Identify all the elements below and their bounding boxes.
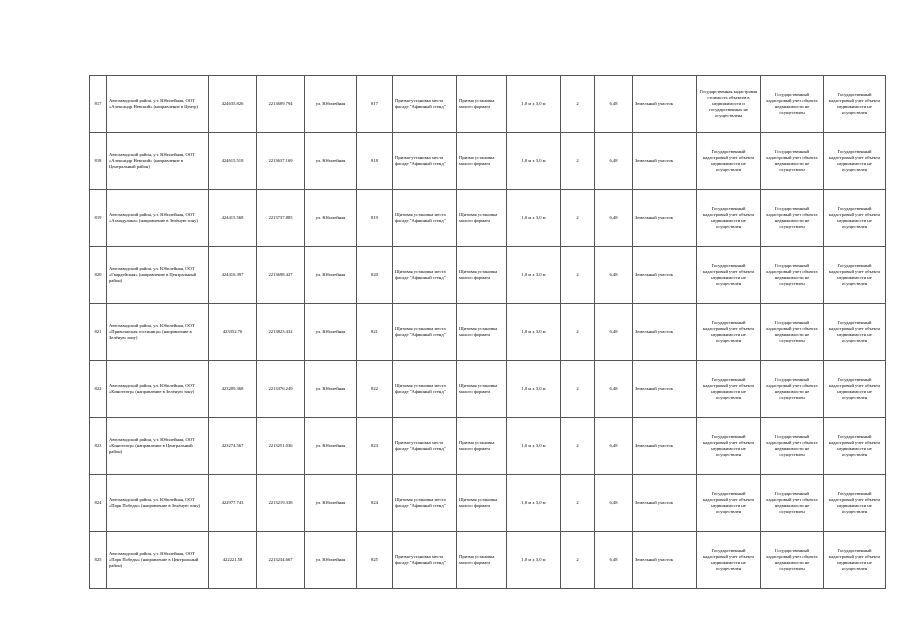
street-cell: ул. Юбилейная: [305, 247, 357, 304]
coord-y-cell: 2213737.885: [257, 190, 305, 247]
structure-type-cell: Щитовая установка места фасаде "Афишный стенд": [393, 361, 457, 418]
ownership-cell-2: Государственный кадастровый учет объекта недвижимости не осуществлен: [761, 361, 824, 418]
area-cell: 6,48: [595, 532, 633, 589]
size-cell: 1,0 м х 3,0 м: [507, 190, 561, 247]
ownership-cell-1: Государственный кадастровый учет объекта недвижимости не осуществлен: [697, 475, 761, 532]
coord-x-cell: 424416.397: [209, 247, 257, 304]
address-cell: Автозаводский район, у.т. Юбилейная, ООТ «Кинотеатр» (направление в Центральный район): [107, 418, 209, 475]
format-cell: Призма установка малого формата: [457, 133, 507, 190]
size-cell: 1,0 м х 3,0 м: [507, 475, 561, 532]
table-row: [90, 475, 886, 532]
row-number: 820: [90, 247, 107, 304]
format-cell: Призма установка малого формата: [457, 532, 507, 589]
table-row: [90, 247, 886, 304]
ownership-cell-1: Государственный кадастровый учет объекта недвижимости не осуществлен: [697, 418, 761, 475]
ownership-cell-2: Государственный кадастровый учет объекта недвижимости не осуществлен: [761, 532, 824, 589]
ownership-cell-3: Государственный кадастровый учет объекта недвижимости не осуществлен: [824, 190, 886, 247]
sides-cell: 2: [561, 532, 595, 589]
ownership-cell-2: Государственный кадастровый учет объекта недвижимости не осуществлен: [761, 133, 824, 190]
sides-cell: 2: [561, 304, 595, 361]
sides-cell: 2: [561, 475, 595, 532]
table-row: [90, 361, 886, 418]
ownership-cell-3: Государственный кадастровый учет объекта недвижимости не осуществлен: [824, 475, 886, 532]
format-cell: Щитовая установка малого формата: [457, 190, 507, 247]
number-cell: 822: [357, 361, 393, 418]
structure-type-cell: Щитовая установка места фасаде "Афишный стенд": [393, 304, 457, 361]
street-cell: ул. Юбилейная: [305, 76, 357, 133]
land-cell: Земельный участок: [633, 418, 697, 475]
row-number: 821: [90, 304, 107, 361]
coord-x-cell: 422221.58: [209, 532, 257, 589]
ownership-cell-1: Государственная кадастровая стоимость объектов в недвижимости и государственных не осуществлена: [697, 76, 761, 133]
size-cell: 1,0 м х 3,0 м: [507, 418, 561, 475]
format-cell: Щитовая установка малого формата: [457, 361, 507, 418]
ownership-cell-1: Государственный кадастровый учет объекта недвижимости не осуществлен: [697, 304, 761, 361]
street-cell: ул. Юбилейная: [305, 475, 357, 532]
address-cell: Автозаводский район, ул. Юбилейная, ООТ «Кинотеатр» (направление в Зелёную зону): [107, 361, 209, 418]
street-cell: ул. Юбилейная: [305, 532, 357, 589]
ownership-cell-2: Государственный кадастровый учет объекта недвижимости не осуществлен: [761, 418, 824, 475]
table-row: [90, 133, 886, 190]
structure-type-cell: Призма-установка места фасаде "Афишный стенд": [393, 532, 457, 589]
ownership-cell-1: Государственный кадастровый учет объекта недвижимости не осуществлен: [697, 361, 761, 418]
ownership-cell-2: Государственный кадастровый учет объекта недвижимости не осуществлен: [761, 304, 824, 361]
format-cell: Щитовая установка малого формата: [457, 304, 507, 361]
land-cell: Земельный участок: [633, 76, 697, 133]
ownership-cell-1: Государственный кадастровый учет объекта недвижимости не осуществлен: [697, 532, 761, 589]
address-cell: Автозаводский район, у.т. Юбилейная, ООТ «Ахмадулина» (направление в Зелёную зону): [107, 190, 209, 247]
coord-x-cell: 424615.518: [209, 133, 257, 190]
ownership-cell-1: Государственный кадастровый учет объекта недвижимости не осуществлен: [697, 133, 761, 190]
sides-cell: 2: [561, 247, 595, 304]
table-row: [90, 76, 886, 133]
row-number: 825: [90, 532, 107, 589]
ownership-cell-3: Государственный кадастровый учет объекта недвижимости не осуществлен: [824, 304, 886, 361]
table-row: [90, 532, 886, 589]
structure-type-cell: Призма-установка места фасаде "Афишный стенд": [393, 418, 457, 475]
structure-type-cell: Щитовая установка места фасаде "Афишный стенд": [393, 190, 457, 247]
placement-table: [89, 75, 886, 589]
area-cell: 6,48: [595, 76, 633, 133]
number-cell: 823: [357, 418, 393, 475]
street-cell: ул. Юбилейная: [305, 418, 357, 475]
number-cell: 820: [357, 247, 393, 304]
structure-type-cell: Призма-установка места фасаде "Афишный стенд": [393, 76, 457, 133]
sides-cell: 2: [561, 76, 595, 133]
row-number: 818: [90, 133, 107, 190]
row-number: 817: [90, 76, 107, 133]
table-row: [90, 418, 886, 475]
number-cell: 825: [357, 532, 393, 589]
number-cell: 818: [357, 133, 393, 190]
number-cell: 824: [357, 475, 393, 532]
address-cell: Автозаводский район, ул. Юбилейная, ООТ «Парк Победы» (направление в Зелёную зону): [107, 475, 209, 532]
coord-x-cell: 423352.76: [209, 304, 257, 361]
ownership-cell-1: Государственный кадастровый учет объекта недвижимости не осуществлен: [697, 190, 761, 247]
area-cell: 6,48: [595, 361, 633, 418]
area-cell: 6,48: [595, 190, 633, 247]
street-cell: ул. Юбилейная: [305, 304, 357, 361]
address-cell: Автозаводский район, у.т. Юбилейная, ООТ «Александр Невский» (направление в Центр): [107, 76, 209, 133]
address-cell: Автозаводский район, у.т. Юбилейная, ООТ «Парк Победы» (направление в Центральный район): [107, 532, 209, 589]
table-row: [90, 304, 886, 361]
coord-y-cell: 2213251.036: [257, 418, 305, 475]
sides-cell: 2: [561, 190, 595, 247]
format-cell: Щитовая установка малого формата: [457, 247, 507, 304]
coord-y-cell: 2213376.249: [257, 361, 305, 418]
coord-y-cell: 2213698.427: [257, 247, 305, 304]
street-cell: ул. Юбилейная: [305, 190, 357, 247]
table-row: [90, 190, 886, 247]
land-cell: Земельный участок: [633, 247, 697, 304]
ownership-cell-3: Государственный кадастровый учет объекта недвижимости не осуществлен: [824, 418, 886, 475]
coord-y-cell: 2213219.338: [257, 475, 305, 532]
ownership-cell-3: Государственный кадастровый учет объекта недвижимости не осуществлен: [824, 133, 886, 190]
address-cell: Автозаводский район, ул. Юбилейная, ООТ «Гвардейская» (направление в Центральный район): [107, 247, 209, 304]
size-cell: 1,0 м х 3,0 м: [507, 304, 561, 361]
sides-cell: 2: [561, 361, 595, 418]
number-cell: 819: [357, 190, 393, 247]
row-number: 819: [90, 190, 107, 247]
coord-x-cell: 424635.826: [209, 76, 257, 133]
land-cell: Земельный участок: [633, 304, 697, 361]
ownership-cell-2: Государственный кадастровый учет объекта недвижимости не осуществлен: [761, 190, 824, 247]
address-cell: Автозаводский район, ул. Юбилейная, ООТ «Приволжская гостиница» (направление в Зелёную зону): [107, 304, 209, 361]
area-cell: 6,48: [595, 133, 633, 190]
coord-y-cell: 2213823.432: [257, 304, 305, 361]
street-cell: ул. Юбилейная: [305, 361, 357, 418]
ownership-cell-1: Государственный кадастровый учет объекта недвижимости не осуществлен: [697, 247, 761, 304]
land-cell: Земельный участок: [633, 190, 697, 247]
ownership-cell-3: Государственный кадастровый учет объекта недвижимости не осуществлен: [824, 532, 886, 589]
ownership-cell-3: Государственный кадастровый учет объекта недвижимости не осуществлен: [824, 247, 886, 304]
ownership-cell-2: Государственный кадастровый учет объекта недвижимости не осуществлен: [761, 247, 824, 304]
coord-y-cell: 2213234.667: [257, 532, 305, 589]
ownership-cell-2: Государственный кадастровый учет объекта недвижимости не осуществлен: [761, 475, 824, 532]
number-cell: 821: [357, 304, 393, 361]
format-cell: Призма установка малого формата: [457, 76, 507, 133]
sides-cell: 2: [561, 418, 595, 475]
coord-x-cell: 424415.568: [209, 190, 257, 247]
sides-cell: 2: [561, 133, 595, 190]
number-cell: 817: [357, 76, 393, 133]
area-cell: 6,48: [595, 418, 633, 475]
structure-type-cell: Призма-установка места фасаде "Афишный стенд": [393, 133, 457, 190]
row-number: 822: [90, 361, 107, 418]
land-cell: Земельный участок: [633, 133, 697, 190]
ownership-cell-3: Государственный кадастровый учет объекта недвижимости не осуществлен: [824, 76, 886, 133]
area-cell: 6,48: [595, 475, 633, 532]
area-cell: 6,48: [595, 247, 633, 304]
format-cell: Призма установка малого формата: [457, 418, 507, 475]
land-cell: Земельный участок: [633, 475, 697, 532]
coord-x-cell: 422977.743: [209, 475, 257, 532]
structure-type-cell: Щитовая установка места фасаде "Афишный стенд": [393, 475, 457, 532]
size-cell: 1,0 м х 3,0 м: [507, 361, 561, 418]
land-cell: Земельный участок: [633, 361, 697, 418]
row-number: 823: [90, 418, 107, 475]
ownership-cell-3: Государственный кадастровый учет объекта недвижимости не осуществлен: [824, 361, 886, 418]
area-cell: 6,48: [595, 304, 633, 361]
size-cell: 1,0 м х 3,0 м: [507, 247, 561, 304]
size-cell: 1,0 м х 3,0 м: [507, 133, 561, 190]
address-cell: Автозаводский район, у.т. Юбилейная, ООТ «Александр Невский» (направление в Центральный район): [107, 133, 209, 190]
format-cell: Щитовая установка малого формата: [457, 475, 507, 532]
size-cell: 1,0 м х 3,0 м: [507, 532, 561, 589]
coord-y-cell: 2213637.169: [257, 133, 305, 190]
row-number: 824: [90, 475, 107, 532]
land-cell: Земельный участок: [633, 532, 697, 589]
coord-x-cell: 423274.567: [209, 418, 257, 475]
size-cell: 1,0 м х 3,0 м: [507, 76, 561, 133]
structure-type-cell: Щитовая установка места фасаде "Афишный стенд": [393, 247, 457, 304]
coord-x-cell: 423289.368: [209, 361, 257, 418]
coord-y-cell: 2213609.794: [257, 76, 305, 133]
street-cell: ул. Юбилейная: [305, 133, 357, 190]
ownership-cell-2: Государственный кадастровый учет объекта недвижимости не осуществлен: [761, 76, 824, 133]
